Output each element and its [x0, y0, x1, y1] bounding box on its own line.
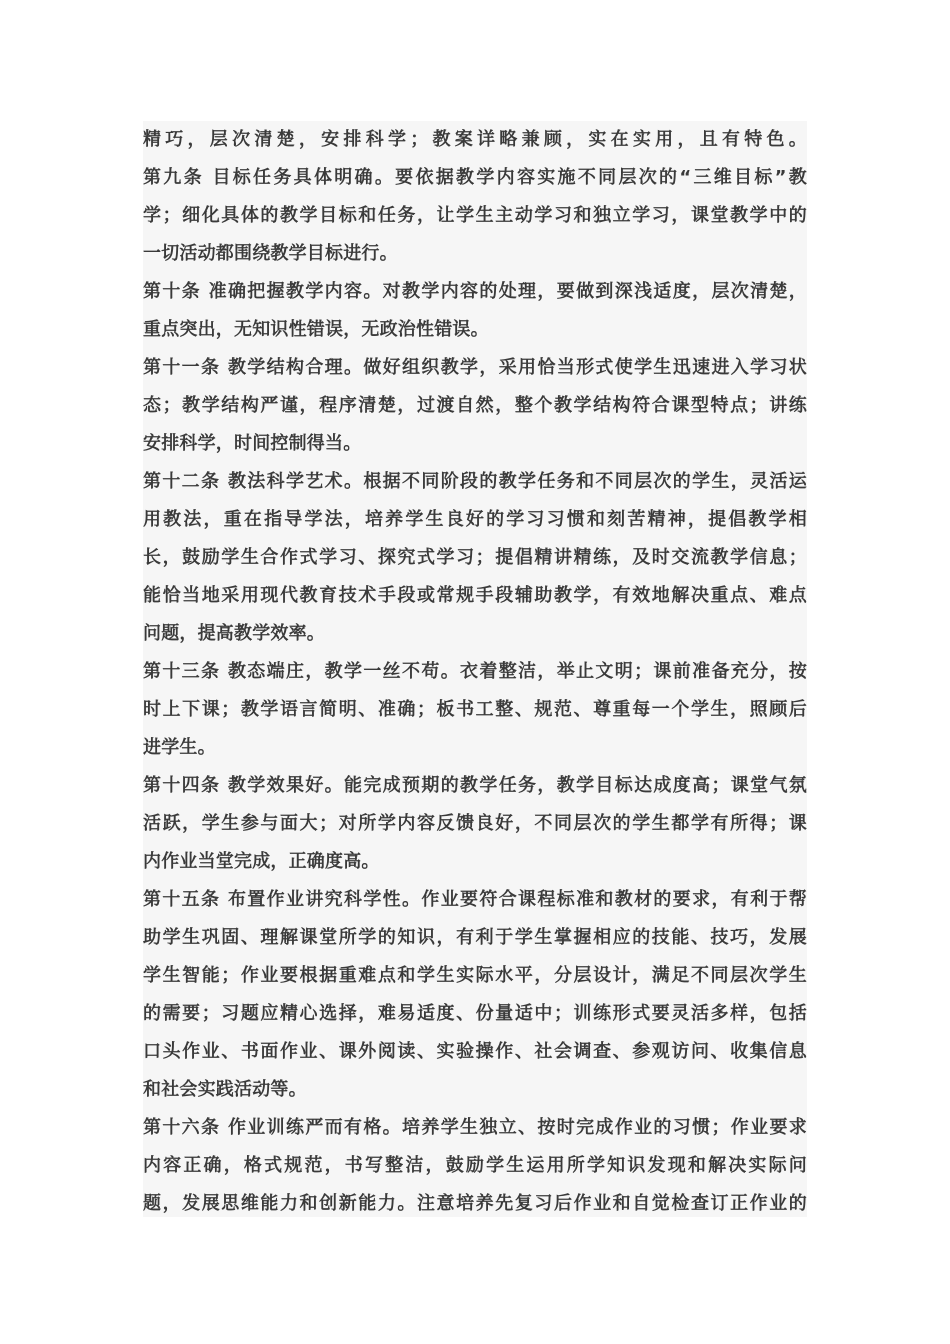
text-line: 第十条 准确把握教学内容。对教学内容的处理，要做到深浅适度，层次清楚， — [143, 281, 807, 302]
text-line: 时上下课；教学语言简明、准确；板书工整、规范、尊重每一个学生，照顾后 — [143, 699, 807, 720]
text-line: 第十四条 教学效果好。能完成预期的教学任务，教学目标达成度高；课堂气氛 — [143, 775, 807, 796]
text-line: 内作业当堂完成，正确度高。 — [143, 851, 380, 872]
text-line: 第十二条 教法科学艺术。根据不同阶段的教学任务和不同层次的学生，灵活运 — [143, 471, 807, 492]
document-body — [143, 121, 807, 1217]
text-line: 和社会实践活动等。 — [143, 1079, 307, 1100]
text-line: 助学生巩固、理解课堂所学的知识，有利于学生掌握相应的技能、技巧，发展 — [143, 927, 807, 948]
text-line: 第十六条 作业训练严而有格。培养学生独立、按时完成作业的习惯；作业要求 — [143, 1117, 807, 1138]
text-line: 用教法，重在指导学法，培养学生良好的学习习惯和刻苦精神，提倡教学相 — [143, 509, 807, 530]
text-line: 问题，提高教学效率。 — [143, 623, 325, 644]
text-line: 的需要；习题应精心选择，难易适度、份量适中；训练形式要灵活多样，包括 — [143, 1003, 807, 1024]
text-line: 第九条 目标任务具体明确。要依据教学内容实施不同层次的“三维目标”教 — [143, 167, 807, 188]
text-line: 口头作业、书面作业、课外阅读、实验操作、社会调查、参观访问、收集信息 — [143, 1041, 807, 1062]
text-line: 能恰当地采用现代教育技术手段或常规手段辅助教学，有效地解决重点、难点 — [143, 585, 807, 606]
text-line: 第十三条 教态端庄，教学一丝不苟。衣着整洁，举止文明；课前准备充分，按 — [143, 661, 807, 682]
text-line: 学生智能；作业要根据重难点和学生实际水平，分层设计，满足不同层次学生 — [143, 965, 807, 986]
text-line: 长，鼓励学生合作式学习、探究式学习；提倡精讲精练，及时交流教学信息； — [143, 547, 807, 568]
text-line: 安排科学，时间控制得当。 — [143, 433, 362, 454]
text-line: 内容正确，格式规范，书写整洁，鼓励学生运用所学知识发现和解决实际问 — [143, 1155, 807, 1176]
text-line: 活跃，学生参与面大；对所学内容反馈良好，不同层次的学生都学有所得；课 — [143, 813, 807, 834]
text-line: 学；细化具体的教学目标和任务，让学生主动学习和独立学习，课堂教学中的 — [143, 205, 807, 226]
text-line: 精巧，层次清楚，安排科学；教案详略兼顾，实在实用，且有特色。 — [143, 129, 807, 150]
text-line: 第十五条 布置作业讲究科学性。作业要符合课程标准和教材的要求，有利于帮 — [143, 889, 807, 910]
text-line: 一切活动都围绕教学目标进行。 — [143, 243, 398, 264]
text-line: 题，发展思维能力和创新能力。注意培养先复习后作业和自觉检查订正作业的 — [143, 1193, 807, 1214]
text-line: 重点突出，无知识性错误，无政治性错误。 — [143, 319, 489, 340]
text-line: 态；教学结构严谨，程序清楚，过渡自然，整个教学结构符合课型特点；讲练 — [143, 395, 807, 416]
text-line: 第十一条 教学结构合理。做好组织教学，采用恰当形式使学生迅速进入学习状 — [143, 357, 807, 378]
text-line: 进学生。 — [143, 737, 216, 758]
